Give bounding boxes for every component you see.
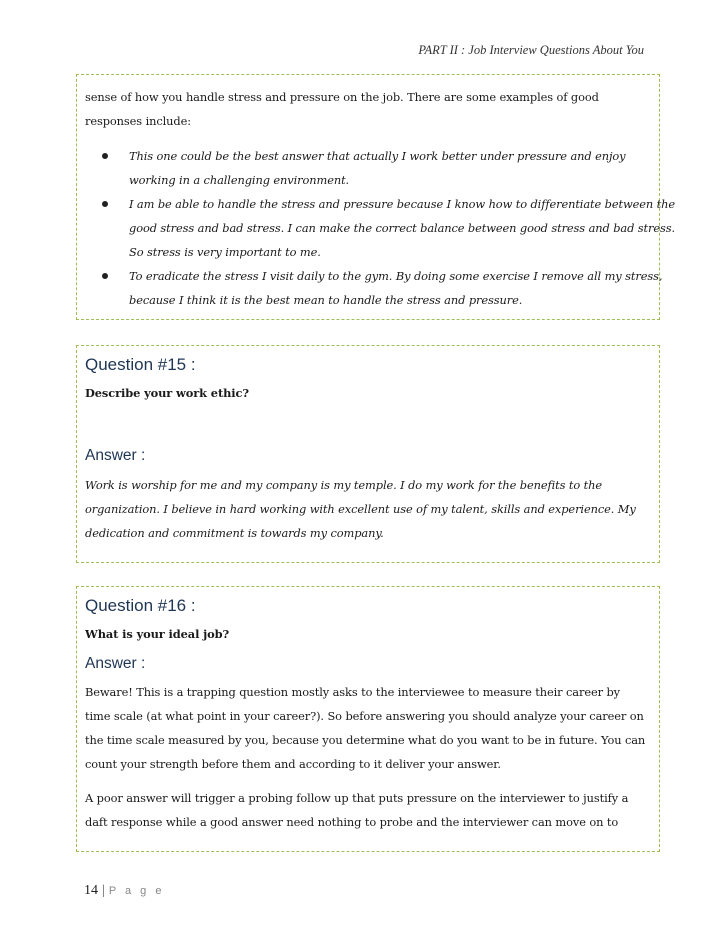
answer-heading: Answer : [85,655,146,672]
intro-line: sense of how you handle stress and pressure on the job. There are some examples of good [85,90,599,104]
response-list [85,144,676,312]
bullet-line: I am be able to handle the stress and pressure because I know how to differentiate between the [129,197,676,211]
bullet-icon [102,153,108,159]
answer-line: Beware! This is a trapping question mostly asks to the interviewee to measure their career by [85,685,620,699]
answer-line: dedication and commitment is towards my company. [85,526,384,540]
list-item [85,144,653,192]
question-16-box [76,586,660,852]
list-item [85,264,663,312]
footer-separator: | [102,883,105,898]
page-number: 14 [84,883,98,898]
bullet-line: So stress is very important to me. [129,245,321,259]
question-heading: Question #16 : [85,596,196,615]
answer-line: A poor answer will trigger a probing follow up that puts pressure on the interviewer to justify a [85,791,629,805]
question-heading: Question #15 : [85,355,196,374]
intro-line: responses include: [85,114,191,128]
question-text: What is your ideal job? [85,627,230,641]
question-15-box [76,345,660,563]
stress-answer-box [76,74,676,320]
page-label: P a g e [108,885,165,897]
answer-line: Work is worship for me and my company is my temple. I do my work for the benefits to the [85,478,603,492]
bullet-line: working in a challenging environment. [129,173,350,187]
bullet-icon [102,201,108,207]
answer-line: the time scale measured by you, because you determine what do you want to be in future. You can [85,733,646,747]
running-header: PART II : Job Interview Questions About You [418,43,644,57]
page-footer [84,883,164,899]
answer-line: time scale (at what point in your career?). So before answering you should analyze your career on [85,709,644,723]
question-text: Describe your work ethic? [85,386,249,400]
answer-heading: Answer : [85,447,146,464]
bullet-line: To eradicate the stress I visit daily to the gym. By doing some exercise I remove all my stress, [129,269,663,283]
bullet-line: good stress and bad stress. I can make the correct balance between good stress and bad stress. [129,221,676,235]
answer-line: daft response while a good answer need nothing to probe and the interviewer can move on to [85,815,619,829]
answer-line: organization. I believe in hard working with excellent use of my talent, skills and experience. My [85,502,636,516]
bullet-line: This one could be the best answer that actually I work better under pressure and enjoy [129,149,626,163]
list-item [85,192,676,264]
bullet-line: because I think it is the best mean to handle the stress and pressure. [129,293,523,307]
answer-line: count your strength before them and according to it deliver your answer. [85,757,501,771]
bullet-icon [102,273,108,279]
